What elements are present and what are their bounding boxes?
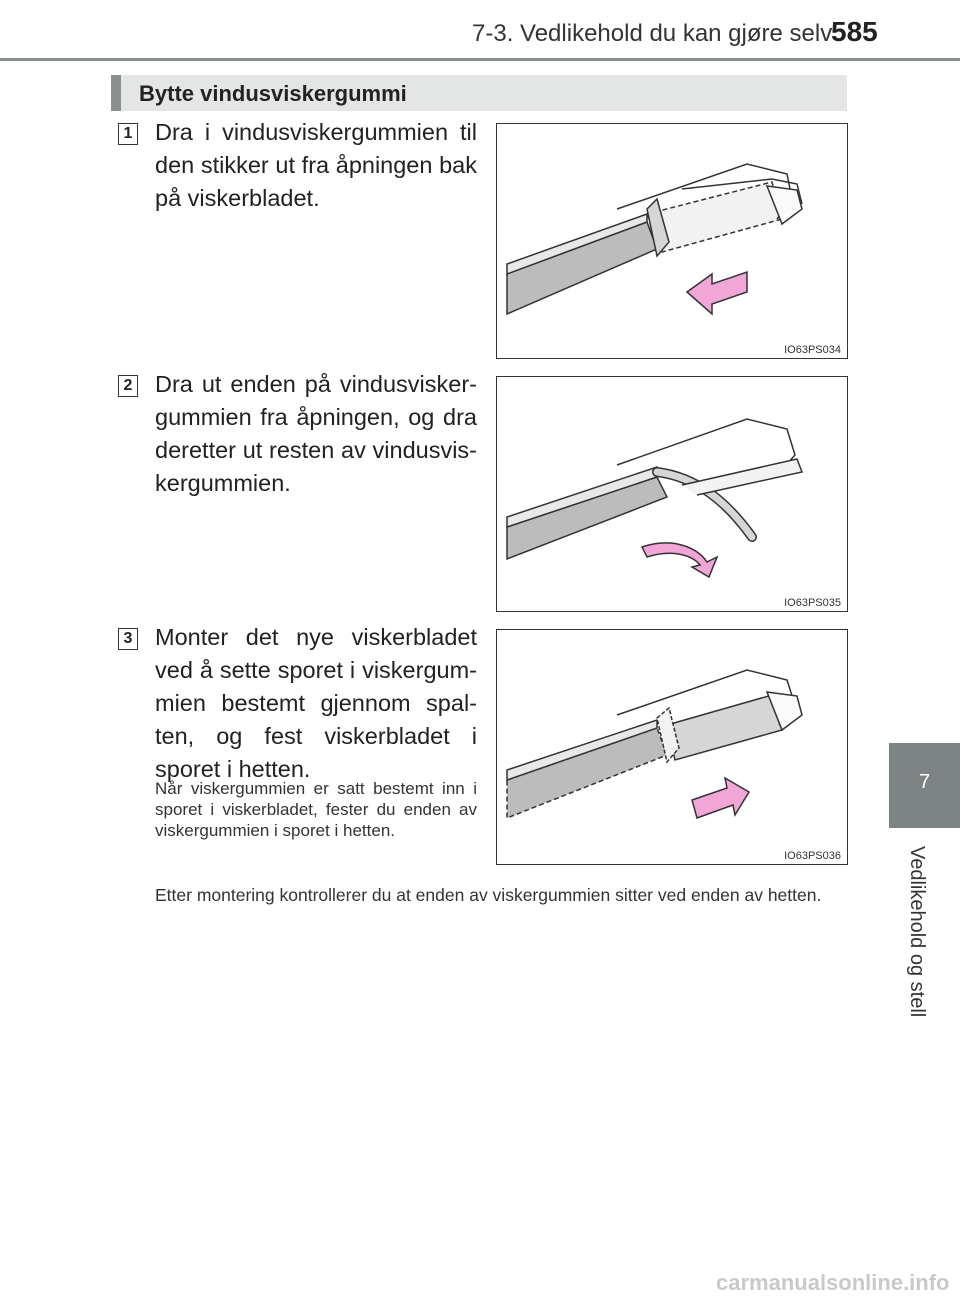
chapter-label: Vedlikehold og stell <box>906 846 928 1018</box>
chapter-tab <box>889 743 960 828</box>
section-title: Bytte vindusviskergummi <box>139 81 407 106</box>
figure-step-2 <box>496 376 848 612</box>
step-2-text: Dra ut enden på vindusvisker-gummien fra åpningen, og dra deretter ut resten av vindusvis-kergummien. <box>155 371 477 496</box>
figure-code: IO63PS034 <box>784 344 841 356</box>
page-number: 585 <box>831 16 878 47</box>
header-rule <box>0 58 960 61</box>
step-1-text: Dra i vindusviskergummien til den stikker ut fra åpningen bak på viskerbladet. <box>155 119 477 211</box>
running-header-section: 7-3. Vedlikehold du kan gjøre selv <box>472 20 833 47</box>
wiper-blade-pull-illustration <box>497 124 848 359</box>
wiper-rubber-insert-illustration <box>497 630 848 865</box>
figure-code: IO63PS035 <box>784 597 841 609</box>
figure-code: IO63PS036 <box>784 850 841 862</box>
step-3-number: 3 <box>118 628 138 650</box>
figure-step-3 <box>496 629 848 865</box>
section-title-box <box>111 75 847 111</box>
step-2-number: 2 <box>118 375 138 397</box>
post-install-note: Etter montering kontrollerer du at enden av viskergummien sitter ved enden av hetten. <box>155 885 822 905</box>
chapter-number: 7 <box>918 771 931 793</box>
wiper-rubber-pullout-illustration <box>497 377 848 612</box>
watermark: carmanualsonline.info <box>716 1270 950 1295</box>
step-3-text: Monter det nye viskerbladet ved å sette sporet i viskergum-mien bestemt gjennom spal-ten, og fest viskerbladet i sporet i hetten. <box>155 624 477 782</box>
step-1-number: 1 <box>118 123 138 145</box>
figure-step-1 <box>496 123 848 359</box>
step-3-note: Når viskergummien er satt bestemt inn i sporet i viskerbladet, fester du enden av viskergummien i sporet i hetten. <box>155 779 477 840</box>
